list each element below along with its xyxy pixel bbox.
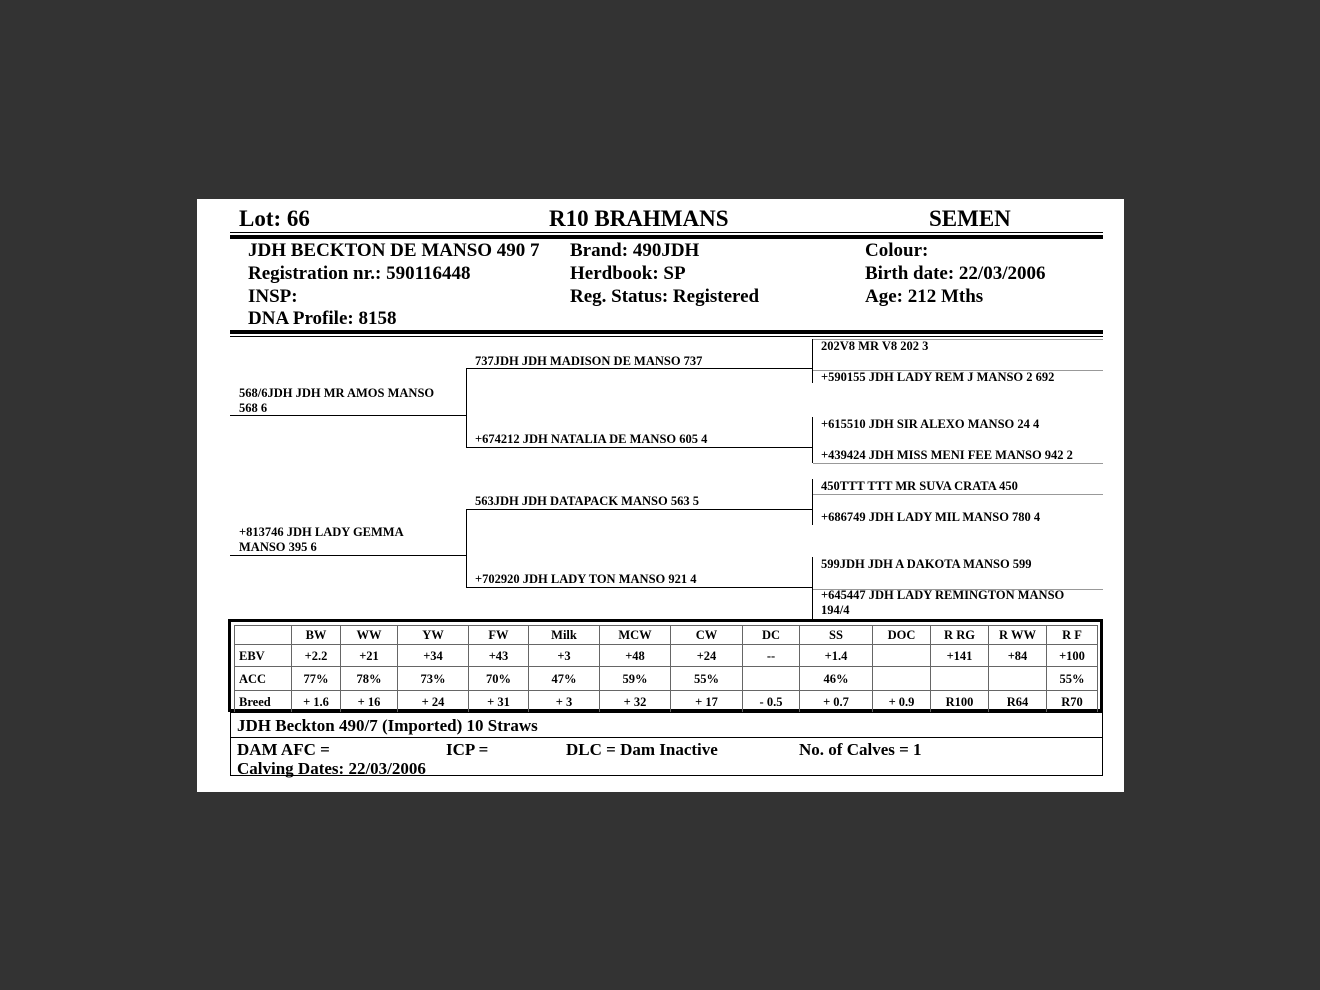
- header-rule-thin: [230, 232, 1103, 233]
- insp-field: INSP:: [248, 286, 298, 307]
- info-rule-thin: [230, 336, 1103, 337]
- ebv-col-header: DC: [743, 626, 800, 645]
- ebv-cell: + 3: [529, 691, 600, 713]
- ebv-col-header: SS: [800, 626, 873, 645]
- breed-title: R10 BRAHMANS: [549, 206, 729, 231]
- ebv-cell: [743, 667, 800, 691]
- ebv-cell: + 17: [671, 691, 743, 713]
- ggp-bracket-3: [812, 479, 813, 525]
- ebv-cell: [873, 645, 931, 667]
- pedigree-sire-dam: +674212 JDH NATALIA DE MANSO 605 4: [475, 432, 708, 446]
- ebv-cell: 46%: [800, 667, 873, 691]
- ebv-cell: [989, 667, 1047, 691]
- pedigree-ggp-2: +590155 JDH LADY REM J MANSO 2 692: [821, 370, 1055, 384]
- ebv-cell: +141: [931, 645, 989, 667]
- dna-profile: DNA Profile: 8158: [248, 308, 397, 329]
- dam-sire-line: [466, 509, 813, 510]
- ebv-cell: 55%: [671, 667, 743, 691]
- ebv-col-header: Milk: [529, 626, 600, 645]
- sale-lot-card: [197, 199, 1124, 792]
- pedigree-sire-line2: 568 6: [239, 401, 268, 415]
- pedigree-ggp-6: +686749 JDH LADY MIL MANSO 780 4: [821, 510, 1041, 524]
- footer-separator: [231, 737, 1102, 738]
- ggp-rule-3: [813, 463, 1103, 464]
- sire-sire-line: [466, 368, 813, 369]
- dlc-field: DLC = Dam Inactive: [566, 740, 718, 759]
- icp-field: ICP =: [446, 740, 489, 759]
- ebv-col-header: R RG: [931, 626, 989, 645]
- pedigree-dam-line2: MANSO 395 6: [239, 540, 317, 554]
- ebv-cell: [873, 667, 931, 691]
- pedigree-ggp-8: [821, 588, 1064, 618]
- ebv-cell: +24: [671, 645, 743, 667]
- ebv-cell: + 16: [341, 691, 398, 713]
- ggp-bracket-2: [812, 417, 813, 463]
- sire-dam-line: [466, 447, 813, 448]
- ebv-cell: +100: [1047, 645, 1098, 667]
- ebv-row-label: ACC: [235, 667, 292, 691]
- pedigree-ggp-3: +615510 JDH SIR ALEXO MANSO 24 4: [821, 417, 1040, 431]
- pedigree-ggp-1: 202V8 MR V8 202 3: [821, 339, 929, 353]
- ebv-table: [234, 625, 1098, 713]
- ebv-cell: +34: [398, 645, 469, 667]
- pedigree-dam-dam: +702920 JDH LADY TON MANSO 921 4: [475, 572, 697, 586]
- ebv-cell: +48: [600, 645, 671, 667]
- ebv-col-header: BW: [292, 626, 341, 645]
- ebv-row-label: Breed: [235, 691, 292, 713]
- ggp-bracket-4: [812, 557, 813, 619]
- pedigree-ggp-8-line1: +645447 JDH LADY REMINGTON MANSO: [821, 588, 1065, 602]
- ebv-col-header: R WW: [989, 626, 1047, 645]
- ebv-col-header: R F: [1047, 626, 1098, 645]
- pedigree-dam-sire: 563JDH JDH DATAPACK MANSO 563 5: [475, 494, 699, 508]
- ebv-col-header: YW: [398, 626, 469, 645]
- sire-line: [230, 415, 467, 416]
- ebv-cell: +3: [529, 645, 600, 667]
- dam-afc: DAM AFC =: [237, 740, 330, 759]
- brand-field: Brand: 490JDH: [570, 240, 700, 261]
- ebv-header-row: [235, 626, 1098, 645]
- dam-dam-line: [466, 587, 813, 588]
- ebv-cell: 47%: [529, 667, 600, 691]
- ebv-cell: +2.2: [292, 645, 341, 667]
- ebv-cell: 77%: [292, 667, 341, 691]
- ggp-rule-4: [813, 494, 1103, 495]
- straws-note: JDH Beckton 490/7 (Imported) 10 Straws: [237, 716, 538, 735]
- ebv-cell: + 0.7: [800, 691, 873, 713]
- ebv-cell: + 31: [469, 691, 529, 713]
- ebv-cell: + 24: [398, 691, 469, 713]
- ebv-cell: R64: [989, 691, 1047, 713]
- ggp-bracket-1: [812, 339, 813, 383]
- dam-line: [230, 555, 467, 556]
- ebv-cell: R100: [931, 691, 989, 713]
- ebv-row-acc: [235, 667, 1098, 691]
- ebv-row-ebv: [235, 645, 1098, 667]
- ebv-row-breed: [235, 691, 1098, 713]
- ebv-cell: 70%: [469, 667, 529, 691]
- pedigree-sire-line1: 568/6JDH JDH MR AMOS MANSO: [239, 386, 435, 400]
- ebv-cell: 59%: [600, 667, 671, 691]
- registration-number: Registration nr.: 590116448: [248, 263, 471, 284]
- ebv-col-header: FW: [469, 626, 529, 645]
- pedigree-sire-sire: 737JDH JDH MADISON DE MANSO 737: [475, 354, 703, 368]
- ebv-cell: R70: [1047, 691, 1098, 713]
- ebv-row-label: EBV: [235, 645, 292, 667]
- ebv-cell: + 1.6: [292, 691, 341, 713]
- ebv-cell: +21: [341, 645, 398, 667]
- ebv-cell: +43: [469, 645, 529, 667]
- ebv-cell: [931, 667, 989, 691]
- herdbook-field: Herdbook: SP: [570, 263, 686, 284]
- ebv-cell: +84: [989, 645, 1047, 667]
- header-rule-thick: [230, 235, 1103, 239]
- pedigree-ggp-4: +439424 JDH MISS MENI FEE MANSO 942 2: [821, 448, 1073, 462]
- reg-status-field: Reg. Status: Registered: [570, 286, 760, 307]
- ebv-cell: 73%: [398, 667, 469, 691]
- ebv-cell: 55%: [1047, 667, 1098, 691]
- ebv-cell: + 0.9: [873, 691, 931, 713]
- ebv-col-header: CW: [671, 626, 743, 645]
- age-field: Age: 212 Mths: [865, 286, 984, 307]
- calves-count: No. of Calves = 1: [799, 740, 922, 759]
- pedigree-ggp-5: 450TTT TTT MR SUVA CRATA 450: [821, 479, 1018, 493]
- info-rule-thick: [230, 330, 1103, 334]
- ebv-cell: - 0.5: [743, 691, 800, 713]
- ebv-cell: --: [743, 645, 800, 667]
- pedigree-sire: [239, 386, 434, 416]
- pedigree-dam-line1: +813746 JDH LADY GEMMA: [239, 525, 404, 539]
- ebv-col-header: DOC: [873, 626, 931, 645]
- ebv-col-header: [235, 626, 292, 645]
- colour-field: Colour:: [865, 240, 929, 261]
- animal-name: JDH BECKTON DE MANSO 490 7: [248, 240, 540, 261]
- lot-number: Lot: 66: [239, 206, 310, 231]
- birth-date-field: Birth date: 22/03/2006: [865, 263, 1046, 284]
- pedigree-ggp-7: 599JDH JDH A DAKOTA MANSO 599: [821, 557, 1032, 571]
- footer-box: [230, 712, 1103, 776]
- calving-dates: Calving Dates: 22/03/2006: [237, 759, 426, 778]
- pedigree-dam: [239, 525, 404, 555]
- ebv-cell: +1.4: [800, 645, 873, 667]
- ebv-cell: + 32: [600, 691, 671, 713]
- ebv-cell: 78%: [341, 667, 398, 691]
- ebv-col-header: WW: [341, 626, 398, 645]
- sire-bracket: [466, 368, 467, 447]
- ebv-col-header: MCW: [600, 626, 671, 645]
- dam-bracket: [466, 509, 467, 588]
- category-label: SEMEN: [929, 206, 1011, 231]
- pedigree-ggp-8-line2: 194/4: [821, 603, 850, 617]
- ebv-table-frame: [228, 619, 1103, 712]
